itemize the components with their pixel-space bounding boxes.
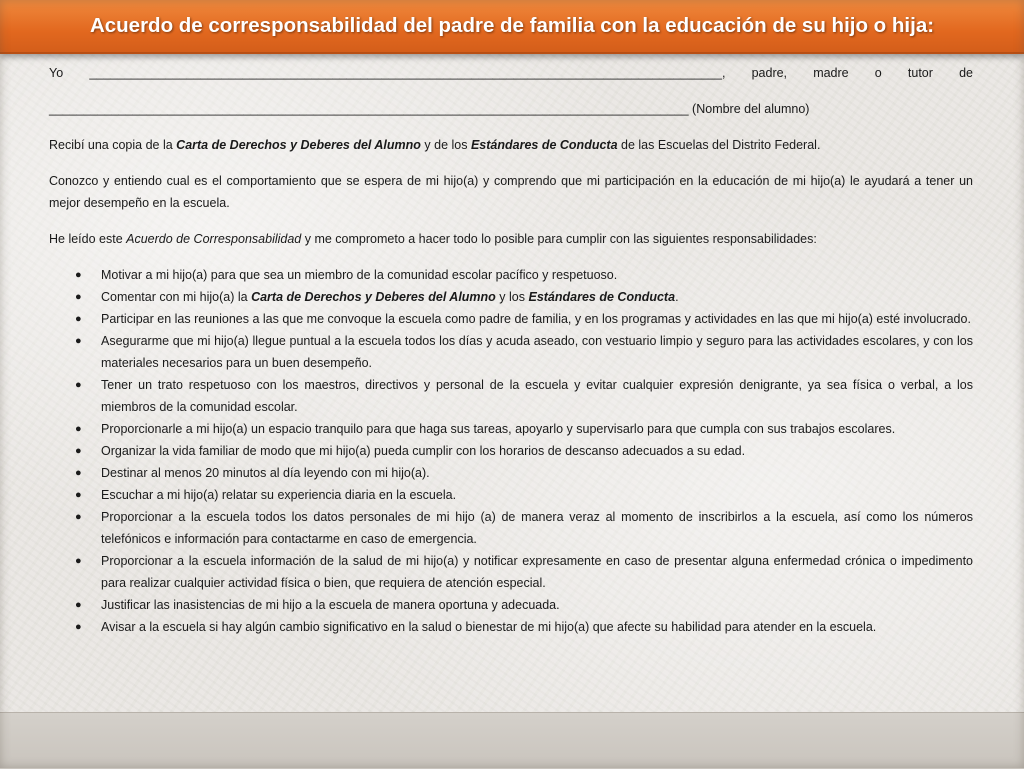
student-name-blank: ____________________________________________________________________________________________ [49, 102, 689, 116]
carta-derechos-ref: Carta de Derechos y Deberes del Alumno [251, 290, 496, 304]
list-item-text: . [675, 290, 679, 304]
p1-text-2: y de los [420, 138, 471, 152]
list-item-text: y los [495, 290, 529, 304]
p1-text: Recibí una copia de la [49, 138, 177, 152]
bullet-icon: ● [75, 511, 82, 523]
list-item-text: Participar en las reuniones a las que me convoque la escuela como padre de familia, y en los programas y actividades en las que mi hijo(a) esté involucrado. [101, 312, 971, 326]
bullet-icon: ● [75, 313, 82, 325]
p3-text-2: y me comprometo a hacer todo lo posible para cumplir con las siguientes responsabilidades: [301, 232, 817, 246]
title-bar [0, 0, 1024, 54]
list-item-text: Asegurarme que mi hijo(a) llegue puntual a la escuela todos los días y acuda aseado, con vestuario limpio y seguro para las actividades escolares, y con los materiales necesarios para un buen desempeño. [101, 334, 973, 370]
bullet-icon: ● [75, 379, 82, 391]
bottom-strip [0, 712, 1024, 769]
list-item-text: Avisar a la escuela si hay algún cambio significativo en la salud o bienestar de mi hijo(a) que afecte su habilidad para atender en la escuela. [101, 620, 877, 634]
bullet-icon: ● [75, 335, 82, 347]
intro-line-1 [49, 62, 973, 84]
carta-derechos-ref: Carta de Derechos y Deberes del Alumno [176, 138, 421, 152]
list-item-text: Justificar las inasistencias de mi hijo a la escuela de manera oportuna y adecuada. [101, 598, 560, 612]
bullet-icon: ● [75, 599, 82, 611]
list-item-text: Motivar a mi hijo(a) para que sea un miembro de la comunidad escolar pacífico y respetuoso. [101, 268, 618, 282]
list-item-text: Comentar con mi hijo(a) la [101, 290, 252, 304]
bullet-icon: ● [75, 621, 82, 633]
bullet-icon: ● [75, 555, 82, 567]
parent-name-blank: ___________________________________________________________________________________________ [89, 66, 722, 80]
list-item-text: Proporcionar a la escuela información de la salud de mi hijo(a) y notificar expresamente en caso de presentar alguna enfermedad crónica o impedimento para realizar cualquier actividad física o bien, que requiera de atención especial. [101, 554, 973, 590]
list-item [49, 484, 973, 506]
list-item [49, 440, 973, 462]
list-item [49, 286, 973, 308]
bullet-icon: ● [75, 489, 82, 501]
list-item-text: Tener un trato respetuoso con los maestros, directivos y personal de la escuela y evitar cualquier expresión denigrante, ya sea física o verbal, a los miembros de la comunidad escolar. [101, 378, 973, 414]
list-item-text: Escuchar a mi hijo(a) relatar su experiencia diaria en la escuela. [101, 488, 457, 502]
estandares-ref: Estándares de Conducta [470, 138, 618, 152]
list-item [49, 264, 973, 286]
page-title: Acuerdo de corresponsabilidad del padre de familia con la educación de su hijo o hija: [89, 14, 935, 37]
bullet-icon: ● [75, 467, 82, 479]
list-item [49, 506, 973, 550]
list-item-text: Proporcionarle a mi hijo(a) un espacio tranquilo para que haga sus tareas, apoyarlo y supervisarlo para que cumpla con sus trabajos escolares. [101, 422, 896, 436]
bullet-icon: ● [75, 291, 82, 303]
agreement-body [49, 62, 973, 638]
list-item [49, 308, 973, 330]
paragraph-commitment [49, 228, 973, 250]
list-item [49, 550, 973, 594]
acuerdo-ref: Acuerdo de Corresponsabilidad [126, 232, 302, 246]
list-item [49, 462, 973, 484]
list-item [49, 616, 973, 638]
list-item [49, 418, 973, 440]
list-item-text: Organizar la vida familiar de modo que mi hijo(a) pueda cumplir con los horarios de descanso adecuados a su edad. [101, 444, 746, 458]
p1-text-3: de las Escuelas del Distrito Federal. [617, 138, 821, 152]
list-item [49, 374, 973, 418]
estandares-ref: Estándares de Conducta [528, 290, 676, 304]
list-item-text: Destinar al menos 20 minutos al día leyendo con mi hijo(a). [101, 466, 430, 480]
intro-line-2 [49, 98, 973, 120]
intro-prefix: Yo [49, 66, 64, 80]
responsibilities-list [49, 264, 973, 638]
list-item [49, 594, 973, 616]
list-item [49, 330, 973, 374]
bullet-icon: ● [75, 423, 82, 435]
paragraph-received-copy [49, 134, 973, 156]
intro-role: , padre, madre o tutor de [721, 66, 973, 80]
p3-text: He leído este [49, 232, 127, 246]
bullet-icon: ● [75, 445, 82, 457]
paragraph-understanding: Conozco y entiendo cual es el comportamiento que se espera de mi hijo(a) y comprendo que mi participación en la educación de mi hijo(a) le ayudará a tener un mejor desempeño en la escuela. [49, 174, 973, 210]
student-name-label: (Nombre del alumno) [688, 102, 810, 116]
bullet-icon: ● [75, 269, 82, 281]
list-item-text: Proporcionar a la escuela todos los datos personales de mi hijo (a) de manera veraz al momento de inscribirlos a la escuela, así como los números telefónicos e información para contactarme en caso de emergencia. [101, 510, 973, 546]
